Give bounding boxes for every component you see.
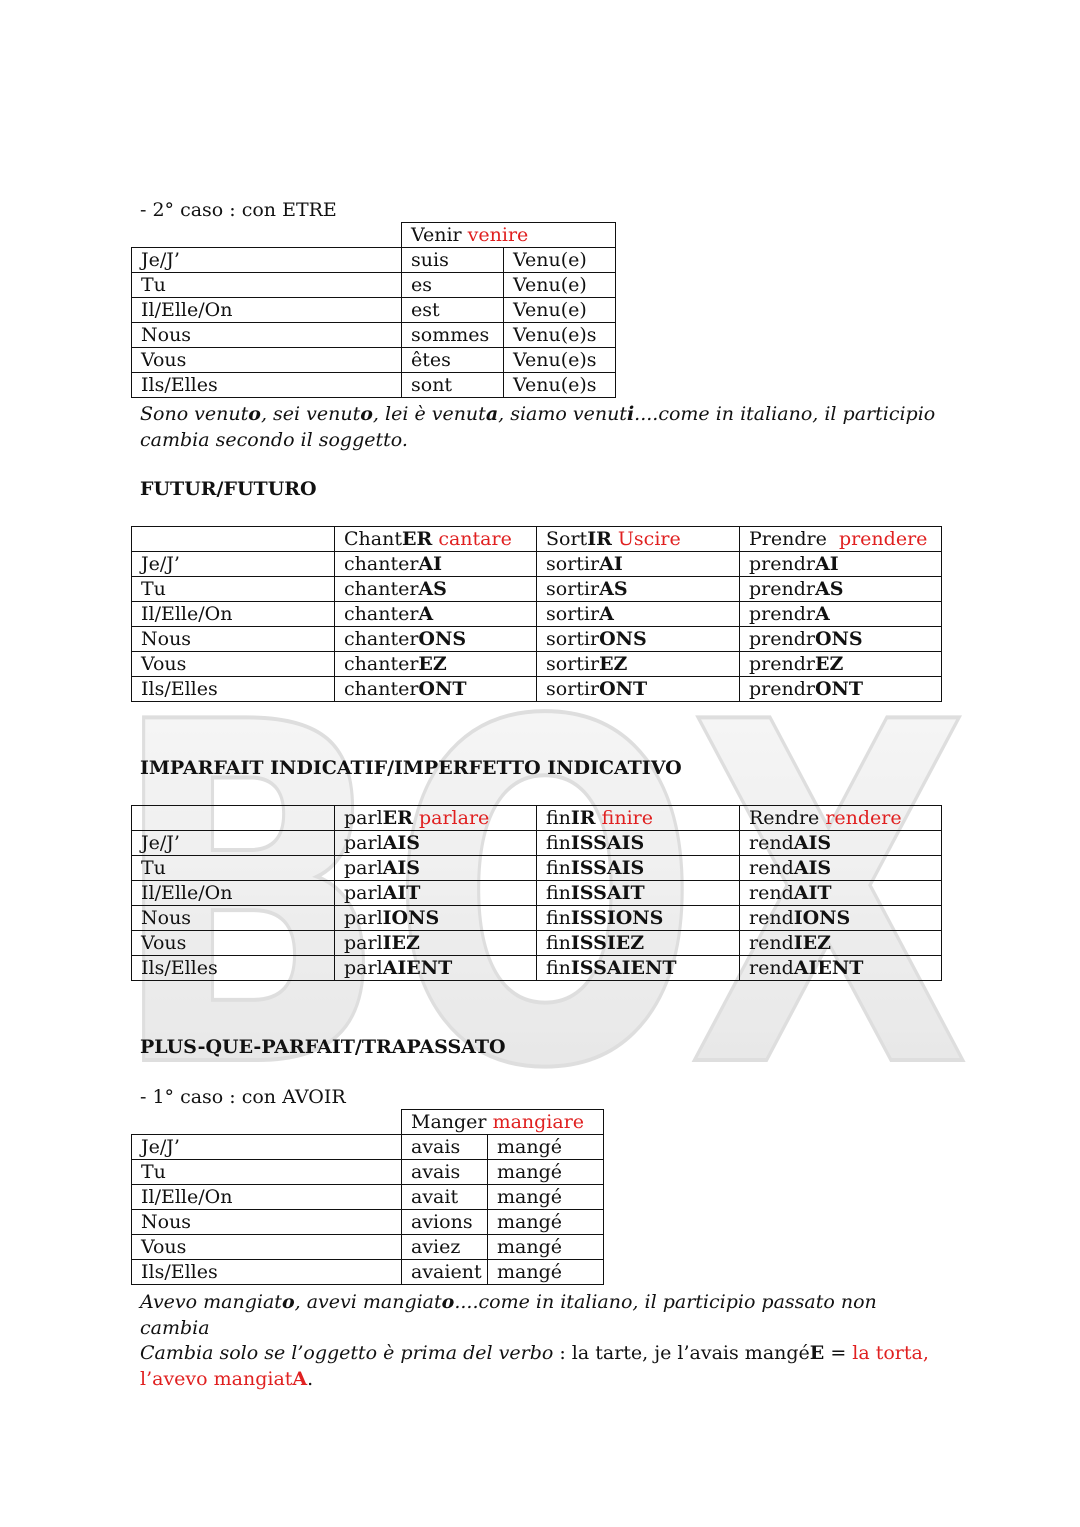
- conjugation-cell: prendrEZ: [740, 652, 942, 677]
- venir-header: Venir venire: [402, 223, 616, 248]
- empty-cell: [132, 527, 335, 552]
- futur-conjugation-table: [131, 526, 942, 702]
- conjugation-cell: chanterEZ: [335, 652, 537, 677]
- table-row: Il/Elle/On avait mangé: [132, 1185, 604, 1210]
- table-row: Tu es Venu(e): [132, 273, 616, 298]
- conjugation-cell: sortirAI: [537, 552, 740, 577]
- table-row: [132, 906, 942, 931]
- conjugation-cell: prendrAI: [740, 552, 942, 577]
- pronoun-cell: Il/Elle/On: [132, 881, 335, 906]
- conjugation-cell: finISSAIT: [537, 881, 740, 906]
- conjugation-cell: chanterONS: [335, 627, 537, 652]
- table-row: [132, 577, 942, 602]
- futur-header-sortir: SortIR Uscire: [537, 527, 740, 552]
- plusqueparfait-title: PLUS-QUE-PARFAIT/TRAPASSATO: [140, 1036, 506, 1058]
- imparfait-title: IMPARFAIT INDICATIF/IMPERFETTO INDICATIVO: [140, 757, 682, 779]
- conjugation-cell: rendAIENT: [740, 956, 942, 981]
- conjugation-cell: finISSIONS: [537, 906, 740, 931]
- conjugation-cell: finISSAIS: [537, 831, 740, 856]
- pronoun-cell: Ils/Elles: [132, 956, 335, 981]
- pronoun-cell: Il/Elle/On: [132, 602, 335, 627]
- pronoun-cell: Nous: [132, 906, 335, 931]
- empty-cell: [132, 806, 335, 831]
- conjugation-cell: finISSAIS: [537, 856, 740, 881]
- conjugation-cell: prendrAS: [740, 577, 942, 602]
- manger-conjugation-table: [131, 1109, 604, 1285]
- conjugation-cell: finISSAIENT: [537, 956, 740, 981]
- conjugation-cell: parlAIS: [335, 856, 537, 881]
- pronoun-cell: Tu: [132, 577, 335, 602]
- imparfait-header-rendre: Rendre rendere: [740, 806, 942, 831]
- futur-header-chanter: ChantER cantare: [335, 527, 537, 552]
- table-row: Ils/Elles avaient mangé: [132, 1260, 604, 1285]
- conjugation-cell: sortirA: [537, 602, 740, 627]
- conjugation-cell: rendAIS: [740, 831, 942, 856]
- conjugation-cell: sortirONT: [537, 677, 740, 702]
- conjugation-cell: parlAIS: [335, 831, 537, 856]
- table-row: [132, 677, 942, 702]
- conjugation-cell: sortirAS: [537, 577, 740, 602]
- pronoun-cell: Nous: [132, 627, 335, 652]
- table-row: [132, 856, 942, 881]
- pronoun-cell: Je/J’: [132, 831, 335, 856]
- conjugation-cell: prendrONT: [740, 677, 942, 702]
- pronoun-cell: Je/J’: [132, 552, 335, 577]
- conjugation-cell: chanterONT: [335, 677, 537, 702]
- pronoun-cell: Tu: [132, 856, 335, 881]
- pronoun-cell: Vous: [132, 931, 335, 956]
- table-row: Nous avions mangé: [132, 1210, 604, 1235]
- imparfait-conjugation-table: [131, 805, 942, 981]
- conjugation-cell: parlAIT: [335, 881, 537, 906]
- table-row: [132, 602, 942, 627]
- table-row: Ils/Elles sont Venu(e)s: [132, 373, 616, 398]
- table-row: Vous aviez mangé: [132, 1235, 604, 1260]
- conjugation-cell: parlAIENT: [335, 956, 537, 981]
- table-row: Nous sommes Venu(e)s: [132, 323, 616, 348]
- futur-header-prendre: Prendre prendere: [740, 527, 942, 552]
- table-row: Je/J’ suis Venu(e): [132, 248, 616, 273]
- table-row: Il/Elle/On est Venu(e): [132, 298, 616, 323]
- conjugation-cell: sortirEZ: [537, 652, 740, 677]
- conjugation-cell: parlIONS: [335, 906, 537, 931]
- table-row: [132, 652, 942, 677]
- conjugation-cell: rendAIT: [740, 881, 942, 906]
- imparfait-header-parler: parlER parlare: [335, 806, 537, 831]
- table-row: [132, 931, 942, 956]
- conjugation-cell: prendrONS: [740, 627, 942, 652]
- futur-title: FUTUR/FUTURO: [140, 478, 317, 500]
- conjugation-cell: chanterAI: [335, 552, 537, 577]
- conjugation-cell: chanterAS: [335, 577, 537, 602]
- imparfait-header-finir: finIR finire: [537, 806, 740, 831]
- venir-conjugation-table: [131, 222, 616, 398]
- manger-header: Manger mangiare: [402, 1110, 604, 1135]
- conjugation-cell: chanterA: [335, 602, 537, 627]
- conjugation-cell: sortirONS: [537, 627, 740, 652]
- conjugation-cell: finISSIEZ: [537, 931, 740, 956]
- table-row: Je/J’ avais mangé: [132, 1135, 604, 1160]
- conjugation-cell: parlIEZ: [335, 931, 537, 956]
- table-row: [132, 881, 942, 906]
- table-row: [132, 552, 942, 577]
- svg-text:BOX: BOX: [110, 660, 970, 1100]
- table-row: Tu avais mangé: [132, 1160, 604, 1185]
- table-row: [132, 956, 942, 981]
- etre-participle-note: Sono venuto, sei venuto, lei è venuta, siamo venuti....come in italiano, il participio cambia secondo il soggetto.: [140, 403, 936, 451]
- conjugation-cell: rendIONS: [740, 906, 942, 931]
- table-row: Vous êtes Venu(e)s: [132, 348, 616, 373]
- pronoun-cell: Vous: [132, 652, 335, 677]
- avoir-case-intro: - 1° caso : con AVOIR: [140, 1086, 346, 1108]
- avoir-participle-note: Avevo mangiato, avevi mangiato....come in italiano, il participio passato non cambia Cambia solo se l’oggetto è prima del verbo : la tarte, je l’avais mangéE = la torta, l’avevo mangiatA.: [140, 1291, 929, 1390]
- conjugation-cell: prendrA: [740, 602, 942, 627]
- table-row: [132, 831, 942, 856]
- table-row: [132, 627, 942, 652]
- conjugation-cell: rendAIS: [740, 856, 942, 881]
- pronoun-cell: Ils/Elles: [132, 677, 335, 702]
- etre-case-intro: - 2° caso : con ETRE: [140, 199, 337, 221]
- conjugation-cell: rendIEZ: [740, 931, 942, 956]
